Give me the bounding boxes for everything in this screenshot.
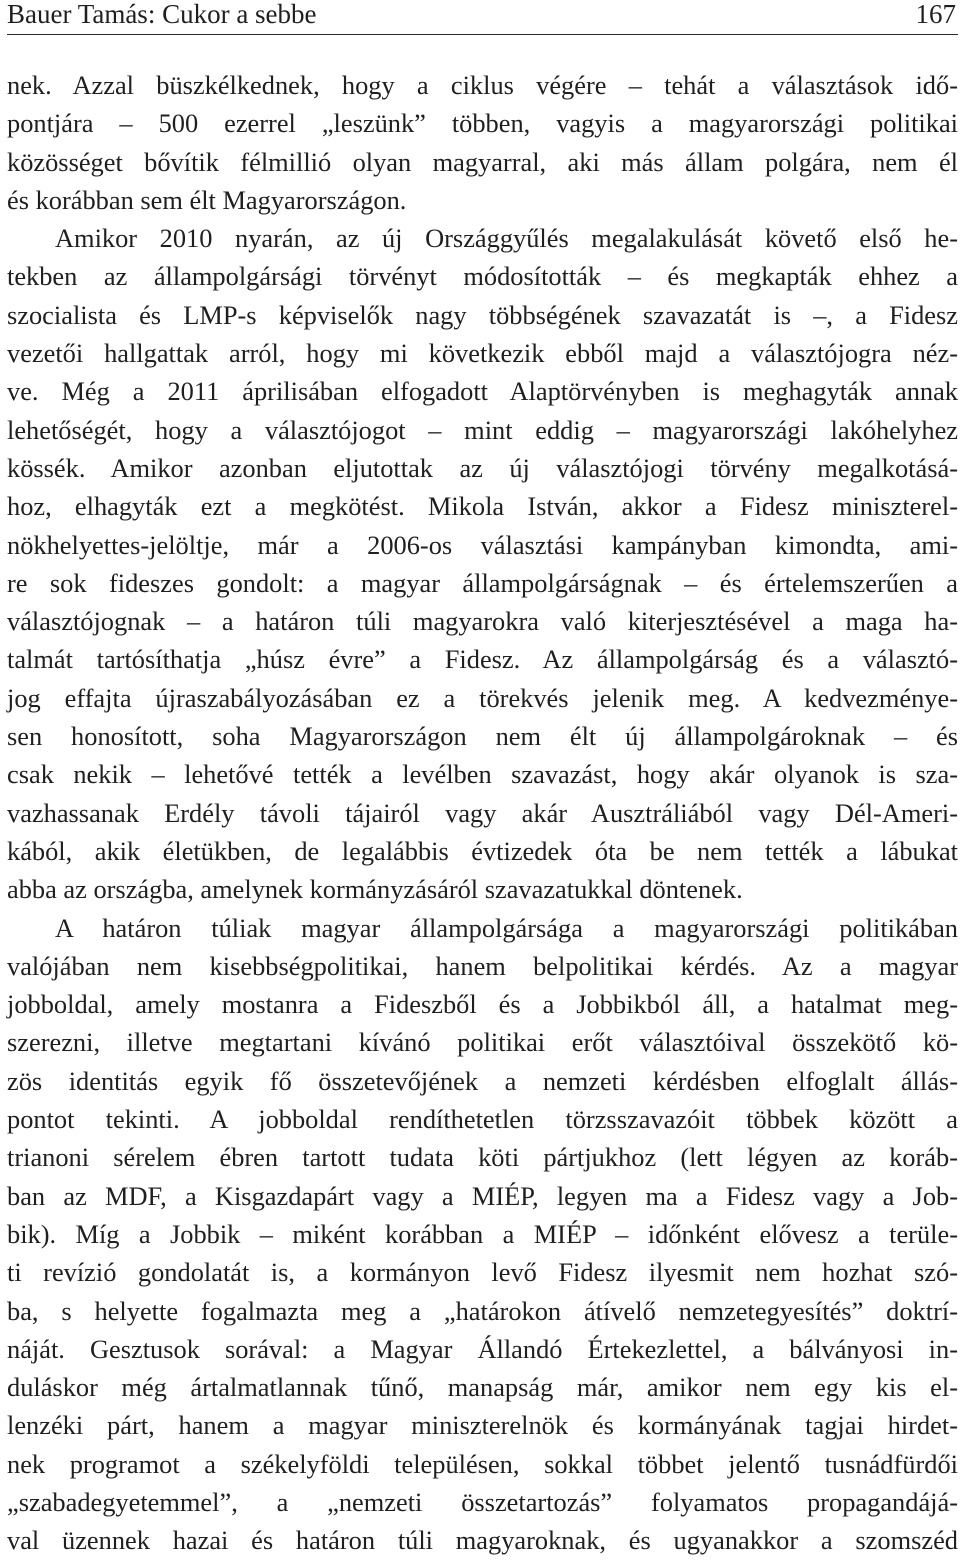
text-line: trianoni sérelem ébren tartott tudata köti pártjukhoz (lett légyen az koráb-: [7, 1142, 958, 1173]
text-line: lehetőségét, hogy a választójogot – mint eddig – magyarországi lakóhelyhez: [7, 414, 958, 445]
body-text: [7, 66, 958, 1560]
text-line: zös identitás egyik fő összetevőjének a nemzeti kérdésben elfoglalt állás-: [7, 1065, 958, 1096]
text-line: vazhassanak Erdély távoli tájairól vagy akár Ausztráliából vagy Dél-Ameri-: [7, 797, 958, 828]
running-title: Bauer Tamás: Cukor a sebbe: [7, 0, 317, 29]
text-line: vezetői hallgattak arról, hogy mi következik ebből majd a választójogra néz-: [7, 338, 958, 369]
text-line: bik). Míg a Jobbik – miként korábban a MIÉP – időnként elővesz a terüle-: [7, 1218, 958, 1249]
text-line: jog effajta újraszabályozásában ez a törekvés jelenik meg. A kedvezménye-: [7, 682, 958, 713]
text-line: valójában nem kisebbségpolitikai, hanem belpolitikai kérdés. Az a magyar: [7, 950, 958, 981]
text-line: val üzennek hazai és határon túli magyaroknak, és ugyanakkor a szomszéd: [7, 1525, 958, 1556]
text-line: szocialista és LMP-s képviselők nagy többségének szavazatát is –, a Fidesz: [7, 299, 958, 330]
text-line: sen honosított, soha Magyarországon nem élt új állampolgároknak – és: [7, 721, 958, 752]
text-line: kából, akik életükben, de legalábbis évtizedek óta be nem tették a lábukat: [7, 835, 958, 866]
text-line: közösséget bővítik félmillió olyan magyarral, aki más állam polgára, nem él: [7, 146, 958, 177]
text-line: ba, s helyette fogalmazta meg a „határokon átívelő nemzetegyesítés” doktrí-: [7, 1295, 958, 1326]
page-number: 167: [915, 0, 956, 29]
text-line: csak nekik – lehetővé tették a levélben szavazást, hogy akár olyanok is sza-: [7, 759, 958, 790]
text-line: szerezni, illetve megtartani kívánó politikai erőt választóival összekötő kö-: [7, 1027, 958, 1058]
text-line: tekben az állampolgársági törvényt módosították – és megkapták ehhez a: [7, 261, 958, 292]
text-line: „szabadegyetemmel”, a „nemzeti összetartozás” folyamatos propagandájá-: [7, 1486, 958, 1517]
text-line: nökhelyettes-jelöltje, már a 2006-os választási kampányban kimondta, ami-: [7, 529, 958, 560]
text-line: választójognak – a határon túli magyarokra való kiterjesztésével a maga ha-: [7, 606, 958, 637]
text-line: jobboldal, amely mostanra a Fideszből és a Jobbikból áll, a hatalmat meg-: [7, 989, 958, 1020]
text-line: nek. Azzal büszkélkednek, hogy a ciklus végére – tehát a választások idő-: [7, 70, 958, 100]
text-line: lenzéki párt, hanem a magyar miniszterelnök és kormányának tagjai hirdet-: [7, 1410, 958, 1441]
text-line: és korábban sem élt Magyarországon.: [7, 184, 407, 215]
text-line: re sok fideszes gondolt: a magyar állampolgárságnak – és értelemszerűen a: [7, 567, 958, 598]
text-line: ban az MDF, a Kisgazdapárt vagy a MIÉP, legyen ma a Fidesz vagy a Job-: [7, 1180, 958, 1211]
text-line: talmát tartósíthatja „húsz évre” a Fidesz. Az állampolgárság és a választó-: [7, 644, 958, 675]
text-line: pontjára – 500 ezerrel „leszünk” többen, vagyis a magyarországi politikai: [7, 108, 958, 139]
text-line: abba az országba, amelynek kormányzásáról szavazatukkal döntenek.: [7, 874, 743, 905]
text-line: kössék. Amikor azonban eljutottak az új választójogi törvény megalkotásá-: [7, 452, 958, 483]
text-line: ve. Még a 2011 áprilisában elfogadott Alaptörvényben is meghagyták annak: [7, 376, 958, 407]
text-line: Amikor 2010 nyarán, az új Országgyűlés megalakulását követő első he-: [55, 223, 958, 254]
text-line: duláskor még ártalmatlannak tűnő, manapság már, amikor nem egy kis el-: [7, 1372, 958, 1403]
text-line: A határon túliak magyar állampolgársága a magyarországi politikában: [55, 912, 958, 943]
text-line: nek programot a székelyföldi településen, sokkal többet jelentő tusnádfürdői: [7, 1448, 958, 1479]
text-line: pontot tekinti. A jobboldal rendíthetetlen törzsszavazóit többek között a: [7, 1104, 958, 1135]
text-line: náját. Gesztusok sorával: a Magyar Állandó Értekezlettel, a bálványosi in-: [7, 1333, 958, 1364]
running-header: [7, 0, 958, 35]
text-line: hoz, elhagyták ezt a megkötést. Mikola István, akkor a Fidesz miniszterel-: [7, 491, 958, 522]
text-line: ti revízió gondolatát is, a kormányon levő Fidesz ilyesmit nem hozhat szó-: [7, 1257, 958, 1288]
